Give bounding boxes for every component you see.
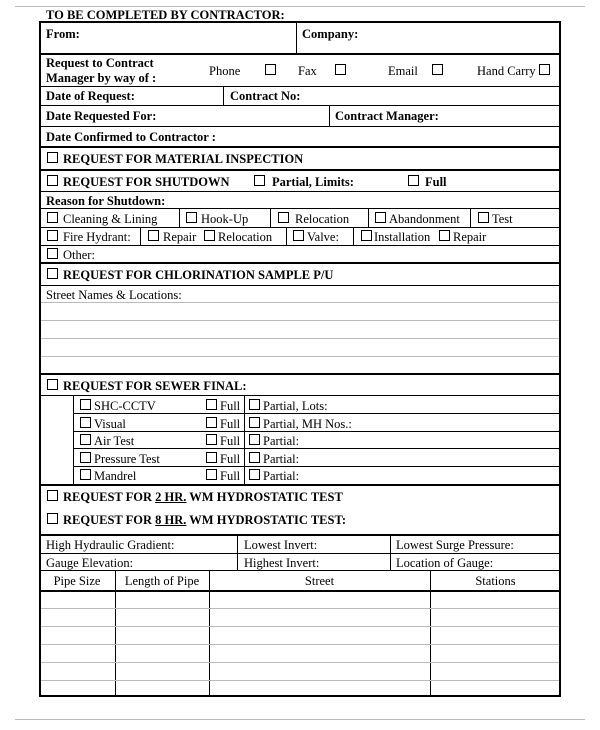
divider bbox=[39, 227, 561, 228]
valve-repair-label: Repair bbox=[453, 230, 487, 244]
shc-cctv-checkbox[interactable] bbox=[80, 399, 91, 410]
page-bottom-rule bbox=[15, 719, 585, 720]
divider bbox=[73, 466, 561, 467]
valve-label: Valve: bbox=[307, 230, 339, 244]
air-test-full-label: Full bbox=[220, 434, 241, 448]
air-test-partial-label: Partial: bbox=[263, 434, 300, 448]
pressure-test-full-checkbox[interactable] bbox=[206, 452, 217, 463]
full-shutdown-checkbox[interactable] bbox=[408, 175, 419, 186]
hydro-2hr-checkbox[interactable] bbox=[47, 490, 58, 501]
divider bbox=[223, 86, 224, 105]
mandrel-partial-label: Partial: bbox=[263, 469, 300, 483]
divider bbox=[353, 227, 354, 245]
fire-hydrant-checkbox[interactable] bbox=[47, 230, 58, 241]
air-test-checkbox[interactable] bbox=[80, 434, 91, 445]
divider bbox=[39, 373, 561, 375]
company-label: Company: bbox=[302, 27, 359, 41]
shc-cctv-partial-checkbox[interactable] bbox=[249, 399, 260, 410]
divider bbox=[39, 53, 561, 55]
table-row bbox=[41, 662, 559, 663]
test-label: Test bbox=[492, 212, 513, 226]
table-row bbox=[41, 626, 559, 627]
divider bbox=[39, 262, 561, 264]
visual-full-label: Full bbox=[220, 417, 241, 431]
divider bbox=[39, 105, 561, 106]
highest-invert-label: Highest Invert: bbox=[244, 556, 320, 570]
lowest-surge-pressure-label: Lowest Surge Pressure: bbox=[396, 538, 514, 552]
divider bbox=[39, 126, 561, 127]
other-label: Other: bbox=[63, 248, 95, 262]
street-header: Street bbox=[304, 574, 335, 588]
divider bbox=[39, 553, 561, 554]
divider bbox=[39, 590, 561, 592]
test-checkbox[interactable] bbox=[478, 212, 489, 223]
street-line bbox=[41, 338, 559, 339]
divider bbox=[140, 227, 141, 245]
divider bbox=[39, 146, 561, 148]
from-label: From: bbox=[46, 27, 80, 41]
date-confirmed-label: Date Confirmed to Contractor : bbox=[46, 130, 216, 144]
mandrel-full-checkbox[interactable] bbox=[206, 469, 217, 480]
mandrel-label: Mandrel bbox=[94, 469, 137, 483]
mandrel-checkbox[interactable] bbox=[80, 469, 91, 480]
chlorination-label: REQUEST FOR CHLORINATION SAMPLE P/U bbox=[63, 268, 334, 282]
valve-repair-checkbox[interactable] bbox=[439, 230, 450, 241]
valve-installation-checkbox[interactable] bbox=[361, 230, 372, 241]
street-names-label: Street Names & Locations: bbox=[46, 288, 182, 302]
table-row bbox=[41, 680, 559, 681]
divider bbox=[73, 448, 561, 449]
full-shutdown-label: Full bbox=[425, 175, 447, 189]
divider bbox=[39, 570, 561, 571]
divider bbox=[39, 208, 561, 209]
street-line bbox=[41, 320, 559, 321]
divider bbox=[368, 208, 369, 227]
hook-up-checkbox[interactable] bbox=[186, 212, 197, 223]
form-title: TO BE COMPLETED BY CONTRACTOR: bbox=[46, 8, 285, 22]
mandrel-partial-checkbox[interactable] bbox=[249, 469, 260, 480]
pressure-test-label: Pressure Test bbox=[94, 452, 160, 466]
material-inspection-checkbox[interactable] bbox=[47, 152, 58, 163]
divider bbox=[39, 484, 561, 486]
sewer-final-checkbox[interactable] bbox=[47, 379, 58, 390]
hydrant-repair-checkbox[interactable] bbox=[148, 230, 159, 241]
divider bbox=[39, 245, 561, 246]
divider bbox=[39, 86, 561, 87]
air-test-full-checkbox[interactable] bbox=[206, 434, 217, 445]
abandonment-checkbox[interactable] bbox=[375, 212, 386, 223]
table-row bbox=[41, 644, 559, 645]
hydrant-relocation-checkbox[interactable] bbox=[204, 230, 215, 241]
shc-cctv-full-label: Full bbox=[220, 399, 241, 413]
visual-checkbox[interactable] bbox=[80, 417, 91, 428]
hydrant-repair-label: Repair bbox=[163, 230, 197, 244]
phone-label: Phone bbox=[209, 64, 241, 78]
gauge-elevation-label: Gauge Elevation: bbox=[46, 556, 134, 570]
divider bbox=[39, 169, 561, 171]
page-top-rule bbox=[15, 6, 585, 7]
divider bbox=[286, 227, 287, 245]
mandrel-full-label: Full bbox=[220, 469, 241, 483]
divider bbox=[244, 395, 245, 484]
hand-carry-checkbox[interactable] bbox=[539, 64, 550, 75]
date-requested-for-label: Date Requested For: bbox=[46, 109, 157, 123]
lowest-invert-label: Lowest Invert: bbox=[244, 538, 318, 552]
request-method-label-1: Request to Contract bbox=[46, 56, 154, 70]
request-method-label-2: Manager by way of : bbox=[46, 71, 157, 85]
divider bbox=[39, 191, 561, 192]
partial-limits-label: Partial, Limits: bbox=[272, 175, 354, 189]
other-checkbox[interactable] bbox=[47, 248, 58, 259]
divider bbox=[39, 534, 561, 536]
reason-label: Reason for Shutdown: bbox=[46, 194, 166, 208]
pressure-test-full-label: Full bbox=[220, 452, 241, 466]
pressure-test-partial-checkbox[interactable] bbox=[249, 452, 260, 463]
sewer-final-label: REQUEST FOR SEWER FINAL: bbox=[63, 379, 247, 393]
valve-checkbox[interactable] bbox=[293, 230, 304, 241]
divider bbox=[39, 285, 561, 286]
street-line bbox=[41, 302, 559, 303]
divider bbox=[73, 395, 74, 484]
pressure-test-checkbox[interactable] bbox=[80, 452, 91, 463]
fax-checkbox[interactable] bbox=[335, 64, 346, 75]
shc-cctv-label: SHC-CCTV bbox=[94, 399, 156, 413]
contract-no-label: Contract No: bbox=[230, 89, 301, 103]
divider bbox=[270, 208, 271, 227]
divider bbox=[296, 21, 297, 53]
visual-partial-checkbox[interactable] bbox=[249, 417, 260, 428]
stations-header: Stations bbox=[475, 574, 516, 588]
fax-label: Fax bbox=[298, 64, 317, 78]
location-of-gauge-label: Location of Gauge: bbox=[396, 556, 494, 570]
material-inspection-label: REQUEST FOR MATERIAL INSPECTION bbox=[63, 152, 304, 166]
contract-manager-label: Contract Manager: bbox=[335, 109, 439, 123]
length-of-pipe-header: Length of Pipe bbox=[124, 574, 200, 588]
phone-checkbox[interactable] bbox=[265, 64, 276, 75]
divider bbox=[470, 208, 471, 227]
email-checkbox[interactable] bbox=[432, 64, 443, 75]
cleaning-lining-checkbox[interactable] bbox=[47, 212, 58, 223]
email-label: Email bbox=[388, 64, 418, 78]
visual-full-checkbox[interactable] bbox=[206, 417, 217, 428]
air-test-label: Air Test bbox=[94, 434, 135, 448]
relocation-label: Relocation bbox=[295, 212, 350, 226]
pressure-test-partial-label: Partial: bbox=[263, 452, 300, 466]
divider bbox=[39, 395, 561, 396]
partial-limits-checkbox[interactable] bbox=[254, 175, 265, 186]
valve-installation-label: Installation bbox=[374, 230, 431, 244]
shc-cctv-full-checkbox[interactable] bbox=[206, 399, 217, 410]
hydro-8hr-checkbox[interactable] bbox=[47, 513, 58, 524]
date-of-request-label: Date of Request: bbox=[46, 89, 135, 103]
relocation-checkbox[interactable] bbox=[278, 212, 289, 223]
hook-up-label: Hook-Up bbox=[201, 212, 249, 226]
table-row bbox=[41, 608, 559, 609]
hydro-8hr-label: REQUEST FOR 8 HR. WM HYDROSTATIC TEST: bbox=[63, 513, 347, 527]
shutdown-label: REQUEST FOR SHUTDOWN bbox=[63, 175, 230, 189]
hydro-2hr-label: REQUEST FOR 2 HR. WM HYDROSTATIC TEST bbox=[63, 490, 343, 504]
chlorination-checkbox[interactable] bbox=[47, 268, 58, 279]
divider bbox=[73, 413, 561, 414]
divider bbox=[73, 431, 561, 432]
hydrant-relocation-label: Relocation bbox=[218, 230, 273, 244]
street-line bbox=[41, 356, 559, 357]
divider bbox=[329, 105, 330, 126]
abandonment-label: Abandonment bbox=[389, 212, 460, 226]
pipe-size-header: Pipe Size bbox=[53, 574, 101, 588]
shutdown-checkbox[interactable] bbox=[47, 175, 58, 186]
cleaning-lining-label: Cleaning & Lining bbox=[63, 212, 158, 226]
hand-carry-label: Hand Carry bbox=[477, 64, 536, 78]
visual-partial-label: Partial, MH Nos.: bbox=[263, 417, 352, 431]
divider bbox=[179, 208, 180, 227]
visual-label: Visual bbox=[94, 417, 126, 431]
shc-cctv-partial-label: Partial, Lots: bbox=[263, 399, 328, 413]
air-test-partial-checkbox[interactable] bbox=[249, 434, 260, 445]
fire-hydrant-label: Fire Hydrant: bbox=[63, 230, 131, 244]
high-hydraulic-gradient-label: High Hydraulic Gradient: bbox=[46, 538, 175, 552]
